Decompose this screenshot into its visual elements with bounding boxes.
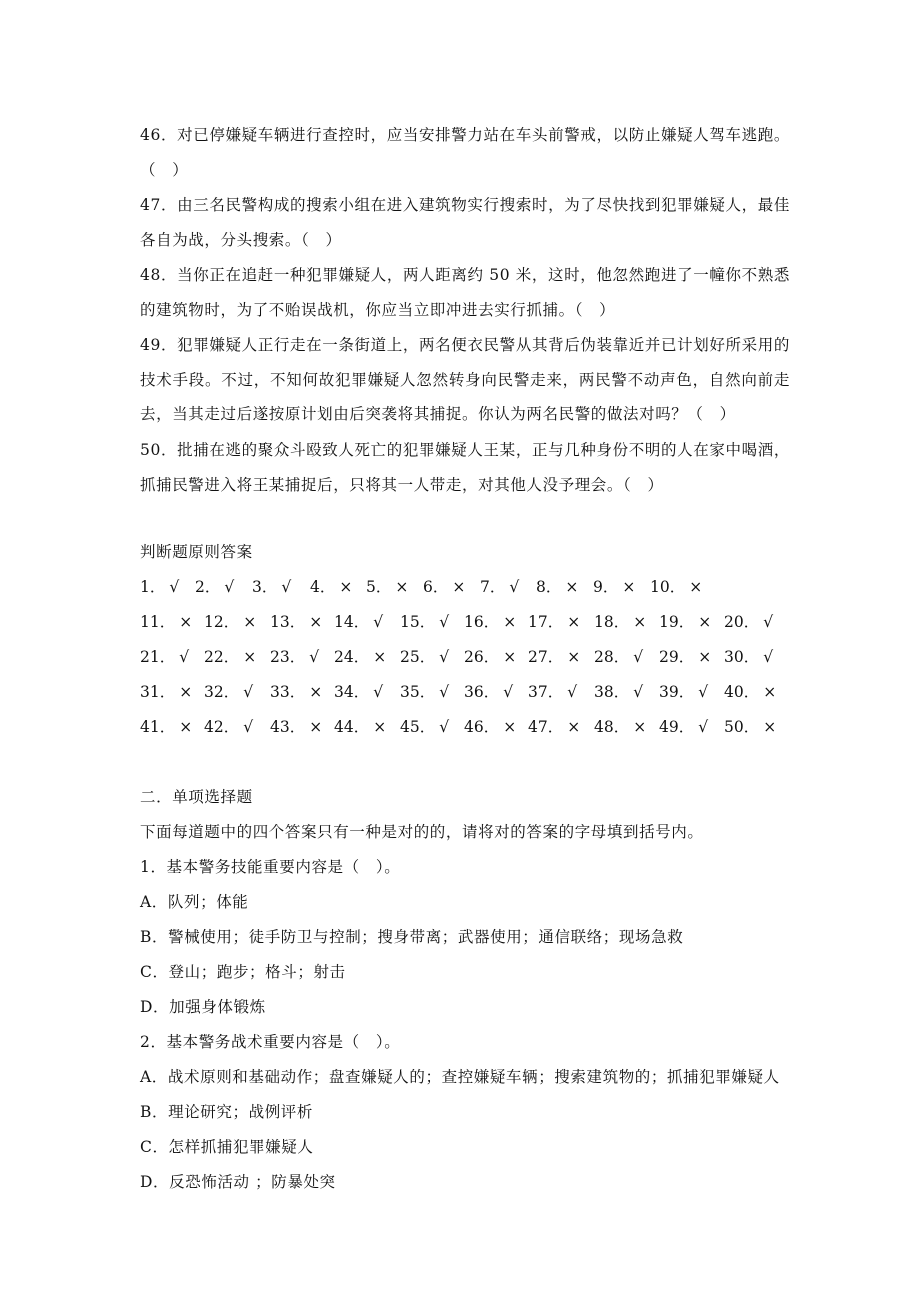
mc-question-2-option-d: D．反恐怖活动 ；防暴处突 (140, 1173, 336, 1191)
answer-number: 37． (528, 683, 564, 701)
answer-mark: × (567, 648, 581, 666)
answer-row (0, 645, 800, 669)
answer-number: 19． (659, 613, 695, 631)
answer-mark: √ (439, 683, 450, 701)
answer-item (650, 575, 702, 599)
answer-number: 17． (528, 613, 564, 631)
answer-mark: × (243, 613, 257, 631)
answer-number: 14． (334, 613, 370, 631)
answer-number: 21． (140, 648, 176, 666)
answer-mark: × (309, 613, 323, 631)
answer-item (310, 575, 352, 599)
answer-item (528, 645, 580, 669)
answer-item (423, 575, 465, 599)
answer-item (528, 610, 580, 634)
answer-mark: × (179, 613, 193, 631)
answer-mark: × (698, 613, 712, 631)
answer-number: 9． (593, 578, 619, 596)
answer-item (594, 645, 643, 669)
answer-number: 8． (536, 578, 562, 596)
answer-row (0, 610, 800, 634)
answer-number: 40． (724, 683, 760, 701)
answer-mark: × (633, 718, 647, 736)
answer-mark: × (565, 578, 579, 596)
answer-item (464, 610, 516, 634)
answer-mark: √ (179, 648, 190, 666)
mc-question-2-option-b: B．理论研究；战例评析 (140, 1103, 313, 1121)
answer-item (270, 645, 319, 669)
answer-item (140, 645, 189, 669)
answer-number: 18． (594, 613, 630, 631)
answer-number: 10． (650, 578, 686, 596)
answer-item (536, 575, 578, 599)
answer-mark: × (503, 648, 517, 666)
answer-number: 43． (270, 718, 306, 736)
answer-number: 25． (400, 648, 436, 666)
answer-number: 41． (140, 718, 176, 736)
answer-item (659, 715, 708, 739)
answer-item (334, 715, 386, 739)
answer-mark: √ (633, 648, 644, 666)
answer-mark: × (243, 648, 257, 666)
answer-number: 2． (195, 578, 221, 596)
answer-item (334, 645, 386, 669)
section-instruction: 下面每道题中的四个答案只有一种是对的的，请将对的答案的字母填到括号内。 (140, 823, 704, 841)
answer-item (366, 575, 408, 599)
answer-item (659, 610, 711, 634)
answer-number: 45． (400, 718, 436, 736)
answer-item (140, 680, 192, 704)
answer-item (204, 715, 253, 739)
answer-item (593, 575, 635, 599)
answer-mark: √ (373, 683, 384, 701)
answer-mark: × (309, 718, 323, 736)
answer-number: 31． (140, 683, 176, 701)
answer-number: 38． (594, 683, 630, 701)
answer-item (140, 610, 192, 634)
answer-number: 12． (204, 613, 240, 631)
answer-number: 30． (724, 648, 760, 666)
question-46: 46．对已停嫌疑车辆进行查控时，应当安排警力站在车头前警戒，以防止嫌疑人驾车逃跑。（ ） (140, 126, 790, 179)
answer-mark: × (452, 578, 466, 596)
answer-item (464, 715, 516, 739)
answer-number: 47． (528, 718, 564, 736)
answer-item (270, 680, 322, 704)
answer-mark: × (567, 718, 581, 736)
answer-mark: √ (439, 613, 450, 631)
answer-mark: × (622, 578, 636, 596)
answer-mark: √ (633, 683, 644, 701)
answer-number: 44． (334, 718, 370, 736)
answer-item (252, 575, 291, 599)
question-50: 50．批捕在逃的聚众斗殴致人死亡的犯罪嫌疑人王某，正与几种身份不明的人在家中喝酒，抓捕民警进入将王某捕捉后，只将其一人带走，对其他人没予理会。（ ） (140, 441, 790, 494)
answer-item (334, 610, 383, 634)
answers-title: 判断题原则答案 (140, 543, 253, 561)
answer-item (480, 575, 519, 599)
answer-item (400, 645, 449, 669)
answer-mark: × (503, 718, 517, 736)
answer-item (400, 715, 449, 739)
answer-number: 15． (400, 613, 436, 631)
answer-item (528, 680, 577, 704)
question-49: 49．犯罪嫌疑人正行走在一条街道上，两名便衣民警从其背后伪装靠近并已计划好所采用的技术手段。不过，不知何故犯罪嫌疑人忽然转身向民警走来，两民警不动声色，自然向前走去，当其走过后遂按原计划由后突袭将其捕捉。你认为两名民警的做法对吗？（ ） (140, 336, 790, 423)
answer-mark: √ (439, 718, 450, 736)
answer-mark: √ (309, 648, 320, 666)
answer-item (400, 610, 449, 634)
answer-mark: √ (503, 683, 514, 701)
answer-number: 3． (252, 578, 278, 596)
answer-mark: × (567, 613, 581, 631)
answer-number: 39． (659, 683, 695, 701)
answer-number: 26． (464, 648, 500, 666)
answer-number: 28． (594, 648, 630, 666)
answer-number: 13． (270, 613, 306, 631)
answer-mark: × (503, 613, 517, 631)
answer-mark: × (373, 718, 387, 736)
answer-number: 50． (724, 718, 760, 736)
answer-item (724, 645, 773, 669)
answer-mark: √ (439, 648, 450, 666)
answer-mark: √ (567, 683, 578, 701)
answer-mark: √ (698, 683, 709, 701)
answer-row (0, 575, 800, 599)
answer-number: 1． (140, 578, 166, 596)
answer-mark: × (763, 718, 777, 736)
answer-item (464, 645, 516, 669)
mc-question-2-stem: 2．基本警务战术重要内容是（ ）。 (140, 1033, 401, 1051)
answer-mark: √ (224, 578, 235, 596)
answer-number: 36． (464, 683, 500, 701)
answer-mark: × (689, 578, 703, 596)
answer-number: 7． (480, 578, 506, 596)
answer-number: 16． (464, 613, 500, 631)
mc-question-1-option-b: B．警械使用；徒手防卫与控制；搜身带离；武器使用；通信联络；现场急救 (140, 928, 684, 946)
answer-mark: √ (763, 613, 774, 631)
answer-mark: √ (509, 578, 520, 596)
answer-number: 20． (724, 613, 760, 631)
answer-mark: √ (763, 648, 774, 666)
answer-item (659, 645, 711, 669)
mc-question-2-option-a: A．战术原则和基础动作；盘查嫌疑人的；查控嫌疑车辆；搜索建筑物的；抓捕犯罪嫌疑人 (140, 1068, 780, 1086)
answer-item (204, 680, 253, 704)
answer-item (659, 680, 708, 704)
answer-number: 33． (270, 683, 306, 701)
answer-row (0, 715, 800, 739)
answer-mark: × (633, 613, 647, 631)
answer-number: 22． (204, 648, 240, 666)
answer-item (334, 680, 383, 704)
answer-item (140, 575, 179, 599)
answer-item (204, 610, 256, 634)
answer-item (140, 715, 192, 739)
mc-question-1-option-a: A．队列；体能 (140, 893, 249, 911)
question-48: 48．当你正在追赶一种犯罪嫌疑人，两人距离约 50 米，这时，他忽然跑进了一幢你不熟悉的建筑物时，为了不贻误战机，你应当立即冲进去实行抓捕。（ ） (140, 266, 790, 319)
answer-number: 5． (366, 578, 392, 596)
section-heading: 二．单项选择题 (140, 788, 253, 806)
answer-mark: × (698, 648, 712, 666)
answer-number: 32． (204, 683, 240, 701)
answer-number: 35． (400, 683, 436, 701)
answer-item (594, 680, 643, 704)
answer-item (528, 715, 580, 739)
answer-item (204, 645, 256, 669)
answer-number: 11． (140, 613, 176, 631)
answer-mark: √ (698, 718, 709, 736)
answer-mark: √ (243, 718, 254, 736)
answer-item (594, 610, 646, 634)
answer-mark: × (179, 683, 193, 701)
question-47: 47．由三名民警构成的搜索小组在进入建筑物实行搜索时，为了尽快找到犯罪嫌疑人，最佳各自为战，分头搜索。（ ） (140, 196, 790, 249)
answer-number: 4． (310, 578, 336, 596)
answer-mark: √ (281, 578, 292, 596)
answer-number: 46． (464, 718, 500, 736)
answer-item (195, 575, 234, 599)
answer-number: 6． (423, 578, 449, 596)
answer-item (724, 680, 776, 704)
answer-mark: √ (373, 613, 384, 631)
mc-question-1-option-d: D．加强身体锻炼 (140, 998, 266, 1016)
answer-number: 49． (659, 718, 695, 736)
answer-number: 48． (594, 718, 630, 736)
answer-mark: × (179, 718, 193, 736)
answer-item (464, 680, 513, 704)
answer-row (0, 680, 800, 704)
answer-mark: × (395, 578, 409, 596)
answer-number: 29． (659, 648, 695, 666)
answer-mark: × (763, 683, 777, 701)
mc-question-1-stem: 1．基本警务技能重要内容是（ ）。 (140, 858, 401, 876)
answer-item (724, 715, 776, 739)
answer-mark: √ (243, 683, 254, 701)
answer-mark: × (373, 648, 387, 666)
mc-question-2-option-c: C．怎样抓捕犯罪嫌疑人 (140, 1138, 314, 1156)
answer-item (400, 680, 449, 704)
answer-item (270, 715, 322, 739)
answer-item (270, 610, 322, 634)
answer-number: 24． (334, 648, 370, 666)
answer-item (724, 610, 773, 634)
mc-question-1-option-c: C．登山；跑步；格斗；射击 (140, 963, 346, 981)
answer-number: 34． (334, 683, 370, 701)
answer-number: 27． (528, 648, 564, 666)
answer-mark: × (339, 578, 353, 596)
answer-number: 42． (204, 718, 240, 736)
answer-mark: √ (169, 578, 180, 596)
answer-number: 23． (270, 648, 306, 666)
answer-item (594, 715, 646, 739)
answer-mark: × (309, 683, 323, 701)
